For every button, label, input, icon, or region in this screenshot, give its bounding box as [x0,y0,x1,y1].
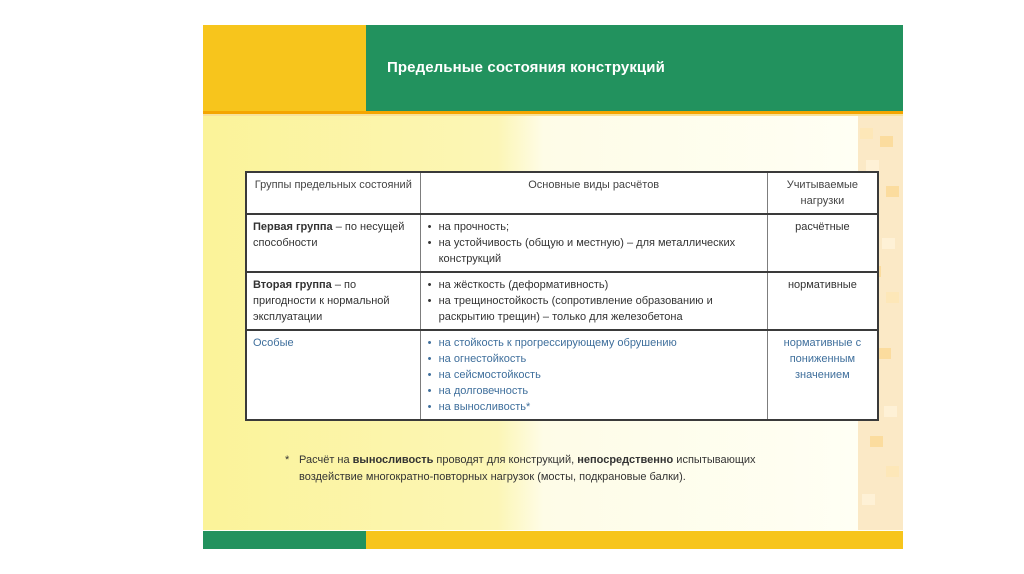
slide-title: Предельные состояния конструкций [387,59,665,76]
group-cell: Вторая группа – по пригодности к нормальной эксплуатации [246,272,420,330]
group-cell: Особые [246,330,420,420]
header-accent-block [203,25,366,111]
calculations-cell [420,214,767,272]
limit-states-table [245,171,879,421]
list-item: • на прочность; [427,219,761,235]
load-cell: нормативные с пониженным значением [767,330,878,420]
load-cell: нормативные [767,272,878,330]
footer-yellow-bar [366,531,903,549]
load-cell: расчётные [767,214,878,272]
slide [203,25,903,549]
list-item: • на огнестойкость [427,351,761,367]
header-loads: Учитываемые нагрузки [767,172,878,214]
footnote-line-2: воздействие многократно-повторных нагрузок (мосты, подкрановые балки). [299,471,686,483]
header-groups: Группы предельных состояний [246,172,420,214]
footer-green-bar [203,531,366,549]
table-header-row [246,172,878,214]
calculations-cell [420,330,767,420]
list-item: • на жёсткость (деформативность) [427,277,761,293]
table-row [246,272,878,330]
list-item: • на стойкость к прогрессирующему обрушению [427,335,761,351]
list-item: • на устойчивость (общую и местную) – для металлических конструкций [427,235,761,267]
list-item: • на долговечность [427,383,761,399]
header-calculations: Основные виды расчётов [420,172,767,214]
group-cell: Первая группа – по несущей способности [246,214,420,272]
calculations-cell [420,272,767,330]
list-item: • на трещиностойкость (сопротивление образованию и раскрытию трещин) – только для железобетона [427,293,761,325]
footnote: * Расчёт на выносливость проводят для конструкций, непосредственно испытывающих воздействие многократно-повторных нагрузок (мосты, подкрановые балки). [285,452,865,486]
list-item: • на выносливость* [427,399,761,415]
footnote-star: * [285,454,290,466]
table-row [246,214,878,272]
list-item: • на сейсмостойкость [427,367,761,383]
table-row [246,330,878,420]
